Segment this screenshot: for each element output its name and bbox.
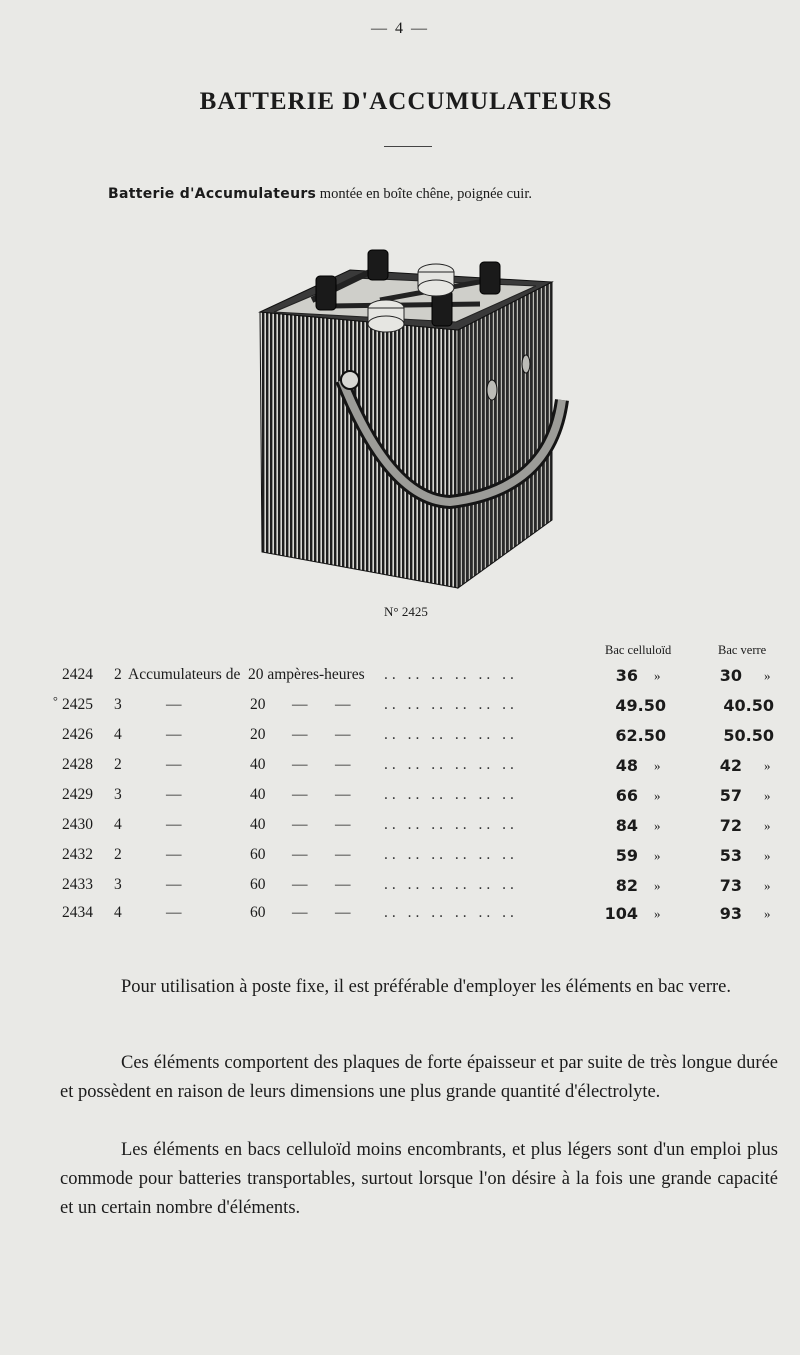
table-row xyxy=(0,666,800,690)
row-count: 2 xyxy=(114,756,122,773)
price-celluloid-suffix: » xyxy=(654,878,661,893)
box-side-face xyxy=(458,282,552,588)
row-dots: .. .. .. .. .. .. xyxy=(384,786,518,803)
row-dash: — xyxy=(166,756,182,773)
row-dash: — xyxy=(292,876,308,893)
row-dash: — xyxy=(335,816,351,833)
row-code: 2424 xyxy=(62,666,93,683)
table-row xyxy=(0,756,800,780)
table-row xyxy=(0,876,800,900)
row-code: 2434 xyxy=(62,904,93,921)
price-verre-suffix: » xyxy=(764,818,771,833)
table-row xyxy=(0,904,800,928)
row-count: 4 xyxy=(114,726,122,743)
price-celluloid: 84 xyxy=(615,816,638,835)
row-count: 3 xyxy=(114,876,122,893)
subtitle-bold: Batterie d'Accumulateurs xyxy=(108,186,317,202)
row-bullet: ° xyxy=(53,694,58,708)
price-verre: 50.50 xyxy=(723,726,774,745)
row-dash: — xyxy=(166,816,182,833)
price-verre-suffix: » xyxy=(764,758,771,773)
row-capacity: 40 xyxy=(250,786,266,803)
price-verre: 40.50 xyxy=(723,696,774,715)
row-count: 4 xyxy=(114,904,122,921)
price-celluloid: 82 xyxy=(615,876,638,895)
row-dash: — xyxy=(166,904,182,921)
price-celluloid: 49.50 xyxy=(615,696,666,715)
row-code: 2429 xyxy=(62,786,93,803)
price-celluloid-suffix: » xyxy=(654,818,661,833)
price-celluloid-suffix: » xyxy=(654,848,661,863)
price-verre: 57 xyxy=(719,786,742,805)
row-count: 2 xyxy=(114,666,122,683)
row-dots: .. .. .. .. .. .. xyxy=(384,816,518,833)
row-code: 2425 xyxy=(62,696,93,713)
figure-caption: N° 2425 xyxy=(384,604,428,619)
row-dots: .. .. .. .. .. .. xyxy=(384,846,518,863)
row-dash: — xyxy=(335,726,351,743)
subtitle xyxy=(108,186,532,203)
column-header-celluloid: Bac celluloïd xyxy=(605,643,672,657)
row-capacity: 40 xyxy=(250,816,266,833)
row-dots: .. .. .. .. .. .. xyxy=(384,666,518,683)
handle-rivet xyxy=(341,371,359,389)
row-code: 2428 xyxy=(62,756,93,773)
table-row xyxy=(0,726,800,750)
row-dash: — xyxy=(335,876,351,893)
price-celluloid: 48 xyxy=(615,756,638,775)
price-celluloid-suffix: » xyxy=(654,668,661,683)
row-dash: — xyxy=(335,756,351,773)
row-code: 2433 xyxy=(62,876,93,893)
column-header-verre: Bac verre xyxy=(718,643,767,657)
price-verre: 93 xyxy=(719,904,742,923)
row-dash: — xyxy=(292,756,308,773)
title-rule xyxy=(384,146,432,147)
row-dash: — xyxy=(292,786,308,803)
subtitle-rest: montée en boîte chêne, poignée cuir. xyxy=(316,186,532,202)
price-celluloid: 104 xyxy=(604,904,638,923)
price-celluloid: 59 xyxy=(615,846,638,865)
battery-box-illustration xyxy=(250,240,570,592)
row-capacity: 20 xyxy=(250,726,266,743)
price-celluloid-suffix: » xyxy=(654,906,661,921)
price-verre: 42 xyxy=(719,756,742,775)
row-dash: — xyxy=(292,846,308,863)
row-dash: — xyxy=(292,816,308,833)
row-dash: — xyxy=(335,696,351,713)
row-code: 2430 xyxy=(62,816,93,833)
row-dots: .. .. .. .. .. .. xyxy=(384,876,518,893)
row-dash: — xyxy=(166,876,182,893)
row-dash: — xyxy=(335,904,351,921)
row-code: 2432 xyxy=(62,846,93,863)
price-celluloid-suffix: » xyxy=(654,788,661,803)
row-dash: — xyxy=(292,696,308,713)
table-row xyxy=(0,786,800,810)
price-celluloid-suffix: » xyxy=(654,758,661,773)
table-row xyxy=(0,846,800,870)
paragraph: Les éléments en bacs celluloïd moins encombrants, et plus légers sont d'un emploi plus commode pour batteries transportables, surtout lorsque l'on désire à la fois une grande capacité et un certain nombre d'éléments. xyxy=(60,1140,778,1218)
row-dash: — xyxy=(292,904,308,921)
row-dash: — xyxy=(166,846,182,863)
price-verre-suffix: » xyxy=(764,788,771,803)
row-dash: — xyxy=(166,696,182,713)
row-dash: — xyxy=(292,726,308,743)
row-capacity: 40 xyxy=(250,756,266,773)
row-capacity: 60 xyxy=(250,846,266,863)
row-dots: .. .. .. .. .. .. xyxy=(384,756,518,773)
price-verre: 53 xyxy=(719,846,742,865)
row-count: 4 xyxy=(114,816,122,833)
price-verre-suffix: » xyxy=(764,878,771,893)
row-description: Accumulateurs de xyxy=(128,666,241,683)
row-capacity: 60 xyxy=(250,876,266,893)
row-capacity: 20 xyxy=(250,696,266,713)
box-front-face xyxy=(260,312,458,588)
price-verre-suffix: » xyxy=(764,848,771,863)
row-code: 2426 xyxy=(62,726,93,743)
row-capacity: 60 xyxy=(250,904,266,921)
row-count: 3 xyxy=(114,786,122,803)
price-celluloid: 66 xyxy=(615,786,638,805)
page-number: — 4 — xyxy=(371,20,429,37)
row-capacity: 20 ampères-heures xyxy=(248,666,365,683)
row-dash: — xyxy=(166,786,182,803)
row-count: 3 xyxy=(114,696,122,713)
price-verre: 72 xyxy=(719,816,742,835)
row-dash: — xyxy=(335,846,351,863)
price-celluloid: 36 xyxy=(615,666,638,685)
page-title: BATTERIE D'ACCUMULATEURS xyxy=(199,88,613,115)
paragraph: Pour utilisation à poste fixe, il est préférable d'employer les éléments en bac verre. xyxy=(121,977,732,997)
price-verre: 73 xyxy=(719,876,742,895)
table-row xyxy=(0,696,800,720)
price-verre-suffix: » xyxy=(764,668,771,683)
row-count: 2 xyxy=(114,846,122,863)
row-dots: .. .. .. .. .. .. xyxy=(384,726,518,743)
price-celluloid: 62.50 xyxy=(615,726,666,745)
paragraph: Ces éléments comportent des plaques de forte épaisseur et par suite de très longue durée et possèdent en raison de leurs dimensions une plus grande quantité d'électrolyte. xyxy=(60,1053,778,1102)
row-dots: .. .. .. .. .. .. xyxy=(384,904,518,921)
price-verre-suffix: » xyxy=(764,906,771,921)
row-dash: — xyxy=(166,726,182,743)
row-dash: — xyxy=(335,786,351,803)
table-row xyxy=(0,816,800,840)
row-dots: .. .. .. .. .. .. xyxy=(384,696,518,713)
price-verre: 30 xyxy=(719,666,742,685)
